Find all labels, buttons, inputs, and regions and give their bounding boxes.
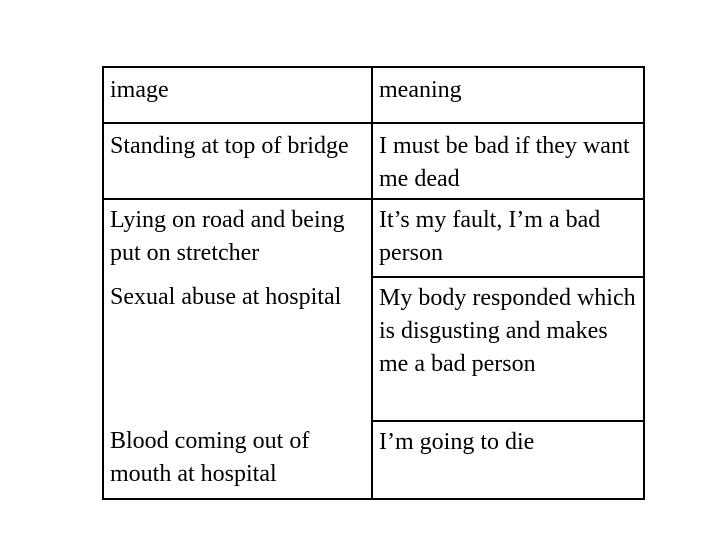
header-meaning: meaning xyxy=(372,67,644,123)
image-cell: Blood coming out of mouth at hospital xyxy=(103,421,372,499)
table-row xyxy=(103,123,644,199)
header-image: image xyxy=(103,67,372,123)
image-cell: Standing at top of bridge xyxy=(103,123,372,199)
meaning-cell: I must be bad if they want me dead xyxy=(372,123,644,199)
table-row xyxy=(103,277,644,421)
meaning-cell: I’m going to die xyxy=(372,421,644,499)
image-cell: Lying on road and being put on stretcher xyxy=(103,199,372,277)
meaning-cell: It’s my fault, I’m a bad person xyxy=(372,199,644,277)
table-row xyxy=(103,199,644,277)
image-meaning-table xyxy=(102,66,645,500)
table-header-row xyxy=(103,67,644,123)
image-cell: Sexual abuse at hospital xyxy=(103,277,372,421)
meaning-cell: My body responded which is disgusting and makes me a bad person xyxy=(372,277,644,421)
table-row xyxy=(103,421,644,499)
